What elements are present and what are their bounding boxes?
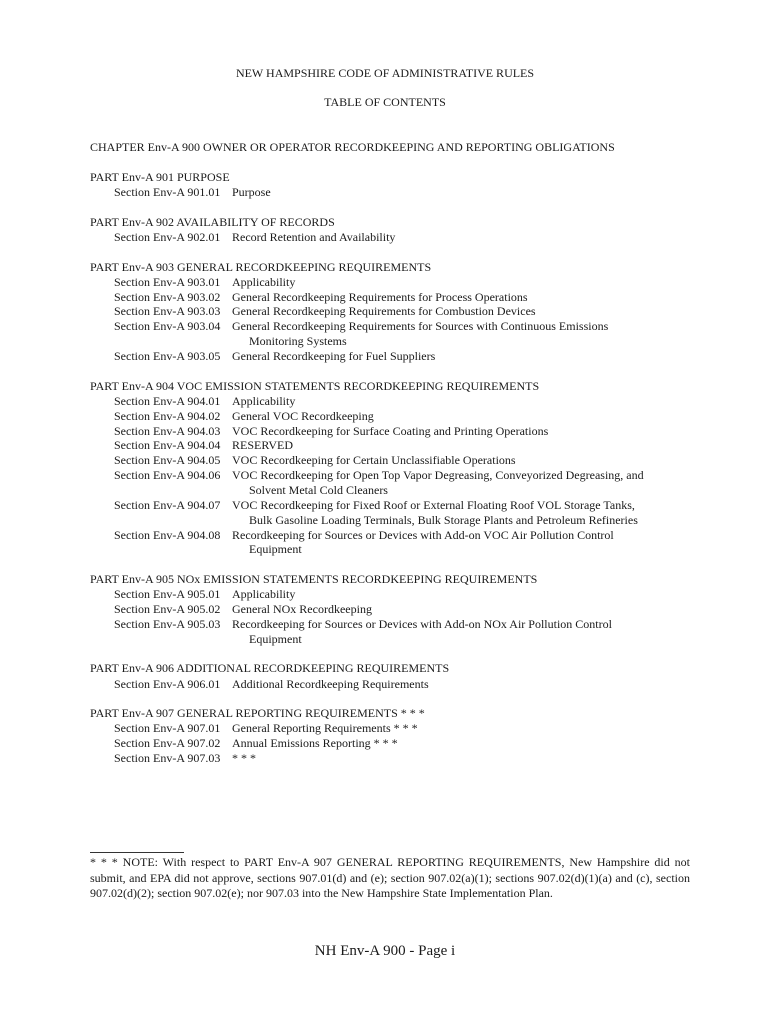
section-title: General Recordkeeping for Fuel Suppliers — [232, 349, 436, 363]
section-title: VOC Recordkeeping for Fixed Roof or External Floating Roof VOL Storage Tanks, — [232, 498, 635, 512]
part-heading: PART Env-A 906 ADDITIONAL RECORDKEEPING REQUIREMENTS — [90, 661, 450, 675]
section-title: Applicability — [232, 587, 296, 601]
section-title: Recordkeeping for Sources or Devices with Add-on VOC Air Pollution Control — [232, 528, 614, 542]
section-number: Section Env-A 907.01 — [114, 721, 221, 735]
section-number: Section Env-A 905.01 — [114, 587, 221, 601]
toc-entry — [114, 409, 374, 423]
toc-entry — [114, 453, 516, 467]
section-title: Applicability — [232, 394, 296, 408]
section-number: Section Env-A 904.03 — [114, 424, 221, 438]
section-number: Section Env-A 906.01 — [114, 677, 221, 691]
toc-entry — [114, 468, 644, 482]
section-title: General Recordkeeping Requirements for Process Operations — [232, 290, 528, 304]
toc-entry — [114, 438, 293, 452]
section-number: Section Env-A 904.05 — [114, 453, 221, 467]
section-number: Section Env-A 903.04 — [114, 319, 221, 333]
section-title: RESERVED — [232, 438, 294, 452]
toc-entry — [114, 736, 398, 750]
section-title-continued: Solvent Metal Cold Cleaners — [249, 483, 388, 497]
section-number: Section Env-A 903.05 — [114, 349, 221, 363]
section-title-continued: Equipment — [249, 542, 302, 556]
part-heading: PART Env-A 901 PURPOSE — [90, 170, 230, 184]
section-number: Section Env-A 904.08 — [114, 528, 221, 542]
toc-entry — [114, 185, 271, 199]
toc-entry — [114, 498, 635, 512]
section-title: Additional Recordkeeping Requirements — [232, 677, 429, 691]
section-number: Section Env-A 902.01 — [114, 230, 221, 244]
section-number: Section Env-A 903.03 — [114, 304, 221, 318]
toc-entry — [114, 230, 395, 244]
toc-entry — [114, 424, 548, 438]
part-heading: PART Env-A 904 VOC EMISSION STATEMENTS RECORDKEEPING REQUIREMENTS — [90, 379, 540, 393]
toc-entry — [114, 275, 295, 289]
section-title: Purpose — [232, 185, 271, 199]
part-heading: PART Env-A 902 AVAILABILITY OF RECORDS — [90, 215, 335, 229]
section-title: Recordkeeping for Sources or Devices with Add-on NOx Air Pollution Control — [232, 617, 612, 631]
section-number: Section Env-A 903.01 — [114, 275, 221, 289]
section-title: * * * — [232, 751, 256, 765]
section-number: Section Env-A 903.02 — [114, 290, 221, 304]
toc-entry — [114, 721, 418, 735]
section-title: VOC Recordkeeping for Open Top Vapor Degreasing, Conveyorized Degreasing, and — [232, 468, 644, 482]
section-title: Applicability — [232, 275, 296, 289]
footnote: * * * NOTE: With respect to PART Env-A 907 GENERAL REPORTING REQUIREMENTS, New Hampshire did not submit, and EPA did not approve, sections 907.01(d) and (e); section 907.02(a)(1); sections 907.02(d)(1)(a) and (c), section 907.02(d)(2); section 907.02(e); nor 907.03 into the New Hampshire State Implementation Plan. — [90, 855, 690, 900]
section-title: Annual Emissions Reporting * * * — [232, 736, 398, 750]
part-heading: PART Env-A 905 NOx EMISSION STATEMENTS RECORDKEEPING REQUIREMENTS — [90, 572, 538, 586]
toc-entry — [114, 349, 435, 363]
part-heading: PART Env-A 903 GENERAL RECORDKEEPING REQUIREMENTS — [90, 260, 432, 274]
toc-entry — [114, 394, 295, 408]
section-number: Section Env-A 901.01 — [114, 185, 221, 199]
section-number: Section Env-A 907.02 — [114, 736, 221, 750]
toc-entry — [114, 290, 528, 304]
section-number: Section Env-A 904.04 — [114, 438, 221, 452]
section-title: General Recordkeeping Requirements for Sources with Continuous Emissions — [232, 319, 609, 333]
section-number: Section Env-A 904.06 — [114, 468, 221, 482]
toc-entry — [114, 304, 536, 318]
part-heading: PART Env-A 907 GENERAL REPORTING REQUIREMENTS * * * — [90, 706, 425, 720]
section-title-continued: Equipment — [249, 632, 302, 646]
toc-entry — [114, 319, 608, 333]
section-title: General Reporting Requirements * * * — [232, 721, 418, 735]
section-number: Section Env-A 904.02 — [114, 409, 221, 423]
document-subtitle: TABLE OF CONTENTS — [324, 95, 446, 109]
section-title: Record Retention and Availability — [232, 230, 396, 244]
toc-entry — [114, 587, 295, 601]
toc-entry — [114, 751, 256, 765]
section-number: Section Env-A 905.02 — [114, 602, 221, 616]
chapter-heading: CHAPTER Env-A 900 OWNER OR OPERATOR RECORDKEEPING AND REPORTING OBLIGATIONS — [90, 140, 615, 154]
section-number: Section Env-A 905.03 — [114, 617, 221, 631]
section-title-continued: Bulk Gasoline Loading Terminals, Bulk Storage Plants and Petroleum Refineries — [249, 513, 638, 527]
section-title: VOC Recordkeeping for Certain Unclassifiable Operations — [232, 453, 516, 467]
section-title: General VOC Recordkeeping — [232, 409, 374, 423]
section-number: Section Env-A 904.07 — [114, 498, 221, 512]
section-title: VOC Recordkeeping for Surface Coating and Printing Operations — [232, 424, 549, 438]
section-number: Section Env-A 904.01 — [114, 394, 221, 408]
toc-entry — [114, 602, 372, 616]
document-title: NEW HAMPSHIRE CODE OF ADMINISTRATIVE RULES — [235, 66, 535, 80]
page-footer: NH Env-A 900 - Page i — [314, 943, 456, 959]
toc-entry — [114, 617, 612, 631]
toc-entry — [114, 677, 429, 691]
toc-entry — [114, 528, 614, 542]
section-number: Section Env-A 907.03 — [114, 751, 221, 765]
section-title: General Recordkeeping Requirements for Combustion Devices — [232, 304, 536, 318]
section-title-continued: Monitoring Systems — [249, 334, 347, 348]
footnote-separator — [90, 852, 184, 853]
section-title: General NOx Recordkeeping — [232, 602, 372, 616]
